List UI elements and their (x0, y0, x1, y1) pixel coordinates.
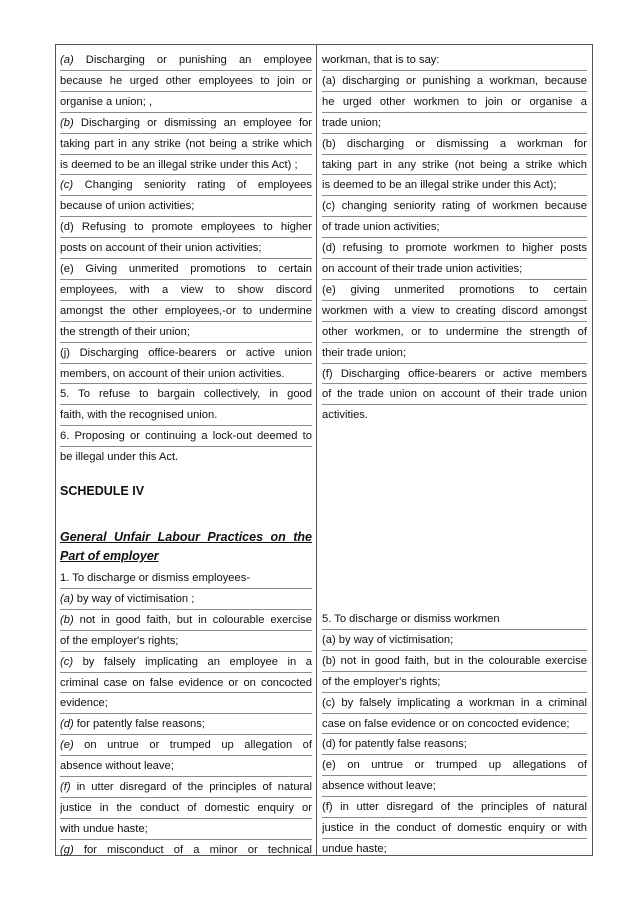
text-line (322, 693, 587, 713)
line-text: (j) Discharging office-bearers or active union (60, 346, 312, 359)
text-line (322, 92, 587, 112)
line-text: justice in the conduct of domestic enquiry or (60, 801, 312, 814)
text-line (322, 155, 587, 175)
line-text: he urged other workmen to join or organise a (322, 95, 587, 108)
text-line (60, 364, 312, 384)
line-text: because he urged other employees to join or (60, 74, 312, 87)
line-text: (c) changing seniority rating of workmen because (322, 200, 587, 213)
line-text: of the employer's rights; (60, 634, 179, 647)
section-heading-line2: Part of employer (60, 549, 159, 563)
item-marker: (e) (60, 739, 74, 752)
text-line (322, 217, 587, 237)
line-text: on untrue or trumped up allegation of (73, 739, 312, 752)
text-line (60, 840, 312, 856)
item-marker: (f) (60, 781, 71, 793)
text-line (322, 343, 587, 363)
line-text: (f) in utter disregard of the principles of natural (322, 801, 587, 814)
line-text: Discharging or punishing an employee (73, 54, 312, 66)
text-line (60, 71, 312, 91)
schedule-heading: SCHEDULE IV (60, 484, 145, 498)
text-line (60, 217, 312, 237)
text-line (60, 693, 312, 713)
line-text: posts on account of their union activities; (60, 242, 262, 255)
text-line (322, 776, 587, 796)
line-text: evidence; (60, 697, 108, 710)
text-line (60, 756, 312, 776)
line-text: criminal case on false evidence or on concocted (60, 676, 312, 689)
text-line (322, 797, 587, 817)
text-line (60, 134, 312, 154)
line-text: (d) Refusing to promote employees to higher (60, 221, 312, 234)
text-line (322, 134, 587, 154)
text-line (60, 652, 312, 672)
line-text: organise a union; , (60, 95, 153, 108)
text-line (322, 322, 587, 342)
text-line (60, 631, 312, 651)
line-text: by way of victimisation ; (73, 592, 195, 605)
line-text: with undue haste; (60, 822, 148, 835)
text-line (322, 280, 587, 300)
line-text: of the trade union on account of their trade union (322, 388, 587, 401)
text-line (322, 609, 587, 629)
line-text: Discharging or dismissing an employee for (73, 116, 312, 129)
line-text: (e) on untrue or trumped up allegations of (322, 759, 587, 772)
section-heading-line1: General Unfair Labour Practices on the (60, 530, 312, 544)
text-line (322, 714, 587, 734)
line-text: because of union activities; (60, 200, 195, 213)
text-line (60, 610, 312, 630)
text-line (322, 259, 587, 279)
item-marker: (b) (60, 613, 74, 626)
line-text: 5. To refuse to bargain collectively, in good (60, 388, 312, 401)
line-text: activities. (322, 409, 369, 422)
line-text: (d) refusing to promote workmen to higher posts (322, 242, 587, 255)
line-text: of the employer's rights; (322, 675, 441, 688)
line-text: on account of their trade union activities; (322, 263, 523, 275)
text-line (60, 568, 312, 588)
text-line (322, 364, 587, 384)
text-line (60, 259, 312, 279)
text-line (60, 50, 312, 70)
line-text: (d) for patently false reasons; (322, 738, 467, 751)
text-line (322, 651, 587, 671)
line-text: justice in the conduct of domestic enquiry or with (322, 822, 587, 834)
line-text: (e) Giving unmerited promotions to certain (60, 263, 312, 275)
line-text: trade union; (322, 116, 382, 129)
line-text: is deemed to be an illegal strike under this Act); (322, 179, 557, 192)
line-text: is deemed to be an illegal strike under this Act) ; (60, 158, 298, 171)
line-text: be illegal under this Act. (60, 451, 179, 464)
line-text: not in good faith, but in colourable exercise (73, 613, 312, 626)
text-line (322, 630, 587, 650)
line-text: the strength of their union; (60, 325, 190, 338)
text-line (322, 113, 587, 133)
line-text: other workmen, or to undermine the strength of (322, 325, 587, 338)
text-line (60, 589, 312, 609)
line-text: 1. To discharge or dismiss employees- (60, 572, 251, 584)
line-text: for misconduct of a minor or technical (73, 843, 312, 856)
text-line (322, 384, 587, 404)
text-line (60, 155, 312, 175)
line-text: absence without leave; (322, 780, 436, 793)
text-line (60, 426, 312, 446)
text-line (322, 839, 587, 856)
text-line (322, 71, 587, 91)
line-text: Changing seniority rating of employees (73, 179, 312, 192)
text-line (60, 280, 312, 300)
text-line (322, 301, 587, 321)
line-text: faith, with the recognised union. (60, 409, 218, 422)
line-text: (b) not in good faith, but in the colourable exercise (322, 654, 587, 667)
line-text: in utter disregard of the principles of natural (70, 781, 312, 793)
line-text: (b) discharging or dismissing a workman for (322, 137, 587, 150)
line-text: workmen with a view to creating discord amongst (322, 304, 587, 317)
line-text: their trade union; (322, 346, 406, 359)
text-line (322, 672, 587, 692)
line-text: for patently false reasons; (73, 718, 205, 731)
text-line (60, 405, 312, 425)
line-text: of trade union activities; (322, 221, 440, 234)
line-text: case on false evidence or on concocted evidence; (322, 717, 570, 730)
text-line (60, 384, 312, 404)
line-text: (e) giving unmerited promotions to certain (322, 283, 587, 296)
text-line (60, 777, 312, 797)
text-line (60, 735, 312, 755)
text-line (60, 92, 312, 112)
text-line (322, 50, 587, 70)
line-text: (f) Discharging office-bearers or active members (322, 367, 587, 380)
line-text: by falsely implicating an employee in a (73, 655, 312, 668)
text-line (60, 819, 312, 839)
text-line (322, 818, 587, 838)
text-line (60, 447, 312, 467)
text-line (322, 755, 587, 775)
item-marker: (c) (60, 655, 74, 668)
column-divider (316, 44, 317, 856)
line-text: members, on account of their union activities. (60, 367, 285, 380)
item-marker: (b) (60, 116, 74, 129)
right-column (322, 44, 587, 856)
line-text: undue haste; (322, 842, 387, 855)
line-text: employees, with a view to show discord (60, 283, 312, 296)
line-text: workman, that is to say: (322, 54, 440, 66)
text-line (322, 238, 587, 258)
line-text: (a) by way of victimisation; (322, 633, 454, 646)
item-marker: (c) (60, 179, 74, 192)
text-line (60, 673, 312, 693)
text-line (60, 714, 312, 734)
line-text: taking part in any strike (not being a strike which (322, 158, 587, 171)
line-text: (a) discharging or punishing a workman, because (322, 74, 587, 87)
item-marker: (d) (60, 718, 74, 731)
text-line (60, 196, 312, 216)
text-line (322, 175, 587, 195)
left-column (60, 44, 312, 856)
text-line (60, 113, 312, 133)
text-line (60, 301, 312, 321)
item-marker: (g) (60, 843, 74, 856)
text-line (60, 343, 312, 363)
line-text: (c) by falsely implicating a workman in a criminal (322, 696, 587, 709)
line-text: 6. Proposing or continuing a lock-out deemed to (60, 430, 312, 443)
text-line (60, 798, 312, 818)
text-line (60, 238, 312, 258)
text-line (322, 405, 587, 425)
item-marker: (a) (60, 54, 74, 66)
line-text: absence without leave; (60, 760, 174, 773)
item-marker: (a) (60, 592, 74, 605)
line-text: amongst the other employees,-or to undermine (60, 304, 312, 317)
text-line (322, 734, 587, 754)
line-text: taking part in any strike (not being a strike which (60, 137, 312, 150)
text-line (60, 175, 312, 195)
line-text: 5. To discharge or dismiss workmen (322, 613, 500, 625)
text-line (60, 322, 312, 342)
text-line (322, 196, 587, 216)
